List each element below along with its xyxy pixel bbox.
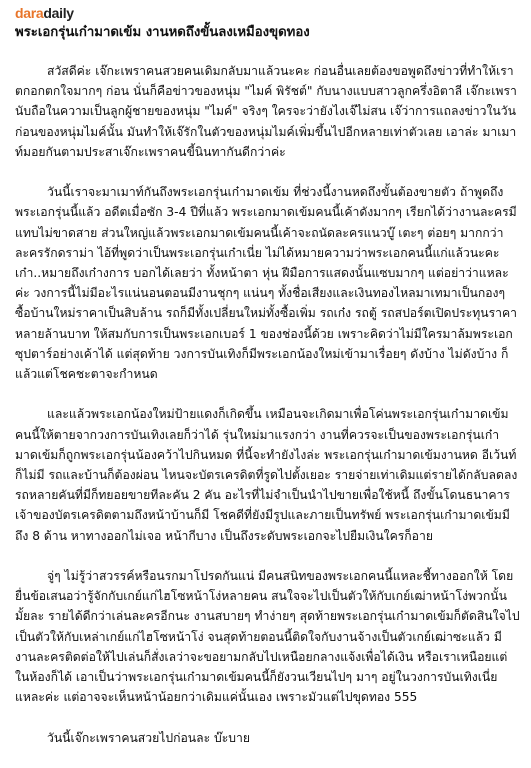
article-body	[15, 61, 520, 768]
article-headline: พระเอกรุ่นเก๋ามาดเข้ม งานหดถึงขั้นลงเหมืองขุดทอง	[15, 25, 310, 40]
article-paragraph: และแล้วพระเอกน้องใหม่ป้ายแดงก็เกิดขึ้น เหมือนจะเกิดมาเพื่อโค่นพระเอกรุ่นเก๋ามาดเข้มคนนี้ให้ตายจากวงการบันเทิงเลยก็ว่าได้ รุ่นใหม่มาแรงกว่า งานที่ควรจะเป็นของพระเอกรุ่นเก๋ามาดเข้มก็ถูกพระเอกรุ่นน้องคว้าไปกินหมด ที่นี้จะทำยังไงล่ะ พระเอกรุ่นเก๋ามาดเข้มงานหด อีเว้นท์ก็ไม่มี รถและบ้านก็ต้องผ่อน ไหนจะบัตรเครดิตที่รูดไปตั้งเยอะ รายจ่ายเท่าเดิมแต่รายได้กลับลดลง รถหลายคันที่มีก็ทยอยขายทีละคัน 2 คัน อะไรที่ไม่จำเป็นนำไปขายเพื่อใช้หนี้ ถึงขั้นโดนธนาคารเจ้าของบัตรเครดิตตามถึงหน้าบ้านก็มี โชคดีที่ยังมีรูปและภายเป็นทรัพย์ พระเอกรุ่นเก๋ามาดเข้มมีถึง 8 ด้าน หาทางออกไม่เจอ หน้ากีบาง เป็นถึงระดับพระเอกจะไปยืมเงินใครก็อาย	[15, 407, 518, 543]
logo-text-daily: daily	[43, 5, 74, 21]
article-paragraph: จู่ๆ ไม่รู้ว่าสวรรค์หรือนรกมาโปรดกันแน่ มีคนสนิทของพระเอกคนนี้แหละชี้ทางออกให้ โดยยื่นข้อเสนอว่ารู้จักกับเกย์แก่ไฮโซหน้าโง่หลายคน สนใจจะไปเป็นตัวให้กับเกย์เฒ่าหน้าโง่พวกนั้นมั้ยละ รายได้ดีกว่าเล่นละครอีกนะ งานสบายๆ ทำง่ายๆ สุดท้ายพระเอกรุ่นเก๋ามาดเข้มก็ตัดสินใจไปเป็นตัวให้กับเหล่าเกย์แก่ไฮโซหน้าโง่ จนสุดท้ายตอนนี้ติดใจกับงานจ้างเป็นตัวเกย์เฒ่าซะแล้ว มีงานละครติดต่อให้ไปเล่นก็สั่งเลว่าจะขอยามกลับไปเหนือยกลางแจ้งเพื่อได้เงิน หรือเราเหนือยแต่ในห้องก็ได้ เอาเป็นว่าพระเอกรุ่นเก๋ามาดเข้มคนนี้ก็ยังวนเวียนไปๆ มาๆ อยู่ในวงการบันเทิงเนี่ยแหละค่ะ แต่อาจจะเห็นหน้าน้อยกว่าเดิมแค่นั้นเอง เพราะมัวแต่ไปขุดทอง 555	[15, 569, 520, 705]
site-logo[interactable]	[15, 4, 74, 22]
article-paragraph: สวัสดีค่ะ เจ๊กะเพราคนสวยคนเดิมกลับมาแล้วนะคะ ก่อนอื่นเลยต้องขอพูดถึงข่าวที่ทำให้เราตกอกตกใจมากๆ ก่อน นั่นก็คือข่าวของหนุ่ม "ไมค์ พิรัชต์" กับนางแบบสาวลูกครึ่งอิตาลี เจ๊กะเพรานับถือในความเป็นลูกผู้ชายของหนุ่ม "ไมค์" จริงๆ ใครจะว่ายังไงเจ๊ไม่สน เจ๊ว่าการแถลงข่าวในวันก่อนของหนุ่มไมค์นั้น มันทำให้เจ๊รักในตัวของหนุ่มไมค์เพิ่มขึ้นไปอีกหลายเท่าตัวเลย เอาล่ะ มาเมาท์มอยกันตามประสาเจ๊กะเพราคนขี้นินทากันดีกว่าค่ะ	[15, 64, 517, 159]
article-paragraph: วันนี้เราจะมาเมาท์กันถึงพระเอกรุ่นเก๋ามาดเข้ม ที่ช่วงนี้งานหดถึงขั้นต้องขายตัว ถ้าพูดถึงพระเอกรุ่นนี้แล้ว อดีตเมื่อซัก 3-4 ปีที่แล้ว พระเอกมาดเข้มคนนี้เค้าดังมากๆ เรียกได้ว่างานละครมีแทบไม่ขาดสาย ส่วนใหญ่แล้วพระเอกมาดเข้มคนนี้เค้าจะถนัดละครแนวบู๊ เตะๆ ต่อยๆ มากกว่าละครรักดราม่า ไอ้ที่พูดว่าเป็นพระเอกรุ่นเก๋าเนี่ย ไม่ได้หมายความว่าพระเอกคนนี้แก่แล้วนะคะ เก๋า..หมายถึงเก๋างการ บอกได้เลยว่า ทั้งหน้าตา หุ่น ฝีมือการแสดงนั้นแซบมากๆ แต่อย่าว่าแหละค่ะ วงการนี้ไม่มีอะไรแน่นอนตอนมีงานชุกๆ แน่นๆ ทั้งชื่อเสียงและเงินทองไหลมาเทมาเป็นกองๆ ซื้อบ้านใหม่ราคาเป็นสิบล้าน รถก็มีทั้งเปลี่ยนใหม่ทั้งซื้อเพิ่ม รถเก๋ง รถตู้ รถสปอร์ตเปิดประทุนราคาหลายล้านบาท ให้สมกับการเป็นพระเอกเบอร์ 1 ของช่องนี้ด้วย เพราะคิดว่าไม่มีใครมาล้มพระเอกซุปตาร์อย่างเค้าได้ แต่สุดท้าย วงการบันเทิงก็มีพระเอกน้องใหม่เข้ามาเรื่อยๆ ดังบ้าง ไม่ดังบ้าง ก็แล้วแต่โชคชะตาจะกำหนด	[15, 185, 517, 382]
logo-text-dara: dara	[15, 5, 44, 21]
article-paragraph: วันนี้เจ๊กะเพราคนสวยไปก่อนละ บ๊ะบาย	[47, 730, 251, 745]
